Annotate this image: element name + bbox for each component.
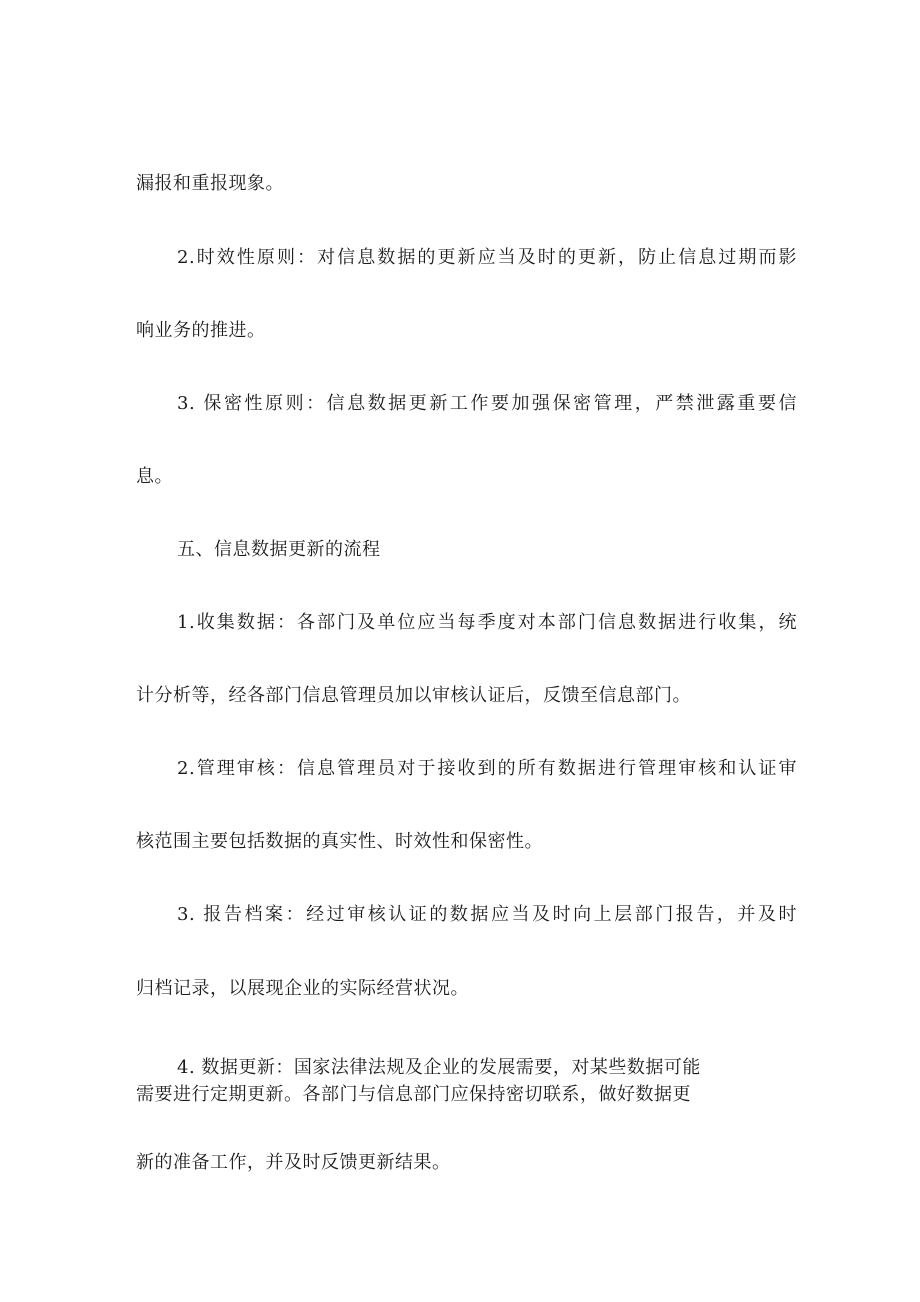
text-line-7: 1.收集数据：各部门及单位应当每季度对本部门信息数据进行收集，统	[177, 612, 797, 633]
text-line-10: 核范围主要包括数据的真实性、时效性和保密性。	[136, 831, 543, 852]
text-line-5: 息。	[136, 466, 173, 487]
text-line-4: 3. 保密性原则：信息数据更新工作要加强保密管理，严禁泄露重要信	[177, 393, 797, 414]
text-line-3: 响业务的推进。	[136, 320, 266, 341]
text-line-13: 4. 数据更新：国家法律法规及企业的发展需要，对某些数据可能	[177, 1057, 701, 1078]
text-line-8: 计分析等，经各部门信息管理员加以审核认证后，反馈至信息部门。	[136, 685, 691, 706]
text-line-1: 漏报和重报现象。	[136, 173, 284, 194]
text-line-12: 归档记录，以展现企业的实际经营状况。	[136, 978, 469, 999]
text-line-14: 需要进行定期更新。各部门与信息部门应保持密切联系，做好数据更	[136, 1084, 691, 1105]
text-line-11: 3. 报告档案：经过审核认证的数据应当及时向上层部门报告，并及时	[177, 904, 797, 925]
text-line-2: 2.时效性原则：对信息数据的更新应当及时的更新，防止信息过期而影	[177, 247, 797, 268]
text-line-9: 2.管理审核：信息管理员对于接收到的所有数据进行管理审核和认证审	[177, 758, 797, 779]
text-line-15: 新的准备工作，并及时反馈更新结果。	[136, 1152, 451, 1173]
section-heading: 五、信息数据更新的流程	[177, 539, 381, 560]
